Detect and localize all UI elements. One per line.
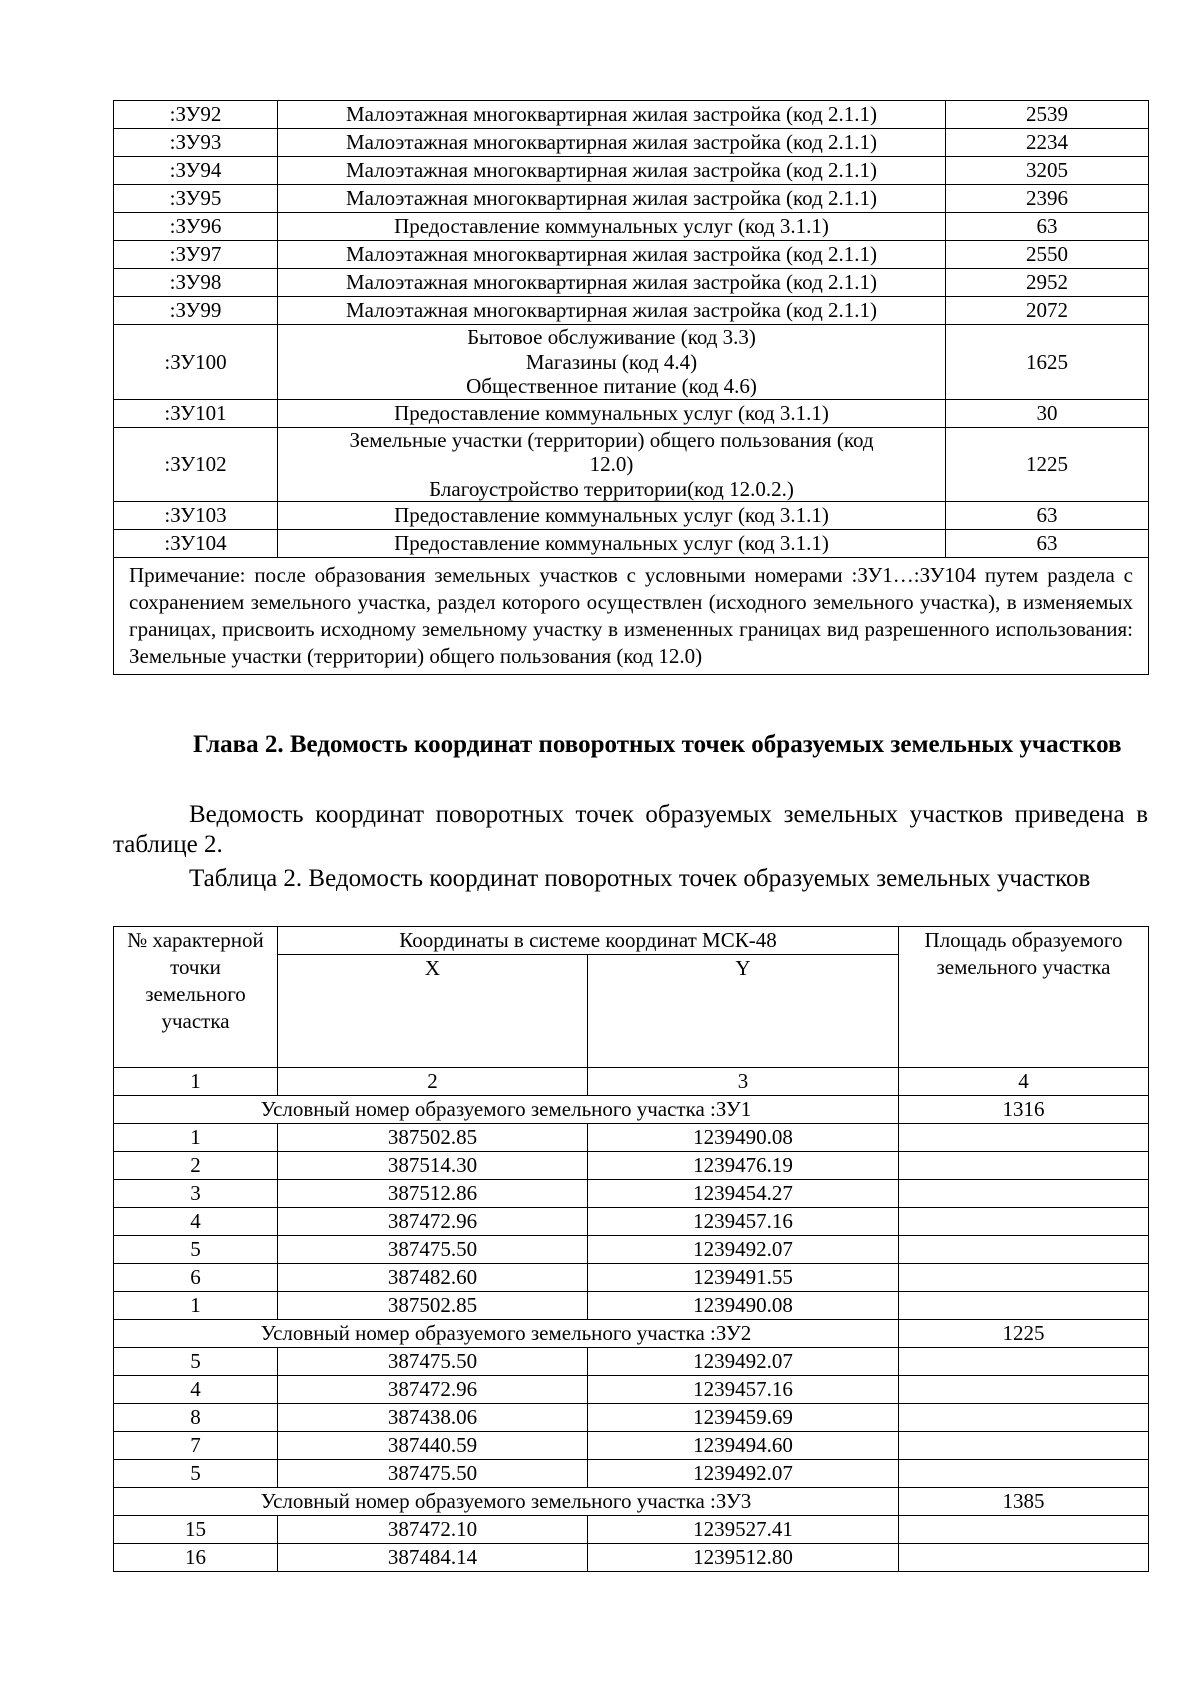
point-empty xyxy=(899,1292,1149,1320)
point-number: 6 xyxy=(114,1264,278,1292)
table-row xyxy=(114,1348,1149,1376)
parcel-id: :ЗУ101 xyxy=(114,399,278,427)
permitted-use-line: Малоэтажная многоквартирная жилая застройка (код 2.1.1) xyxy=(345,298,878,323)
permitted-use xyxy=(278,185,946,213)
permitted-use xyxy=(278,241,946,269)
point-number: 5 xyxy=(114,1348,278,1376)
point-y: 1239457.16 xyxy=(588,1376,899,1404)
parcel-area: 2539 xyxy=(946,101,1149,129)
point-empty xyxy=(899,1264,1149,1292)
table-row xyxy=(114,1404,1149,1432)
point-y: 1239491.55 xyxy=(588,1264,899,1292)
header-point-number: № характерной точки земельного участка xyxy=(114,927,278,1068)
point-number: 5 xyxy=(114,1460,278,1488)
point-number: 8 xyxy=(114,1404,278,1432)
note-row xyxy=(114,558,1149,675)
parcel-area: 30 xyxy=(946,399,1149,427)
col-number: 4 xyxy=(899,1068,1149,1096)
header-area: Площадь образуемого земельного участка xyxy=(899,927,1149,1068)
table-row xyxy=(114,101,1149,129)
table-row xyxy=(114,297,1149,325)
permitted-use-line: Магазины (код 4.4) xyxy=(525,349,698,374)
group-row xyxy=(114,1320,1149,1348)
table-row xyxy=(114,399,1149,427)
point-number: 16 xyxy=(114,1544,278,1572)
table-row xyxy=(114,1124,1149,1152)
group-area: 1225 xyxy=(899,1320,1149,1348)
point-empty xyxy=(899,1432,1149,1460)
point-x: 387475.50 xyxy=(278,1460,588,1488)
point-empty xyxy=(899,1376,1149,1404)
point-empty xyxy=(899,1404,1149,1432)
parcel-id: :ЗУ93 xyxy=(114,129,278,157)
point-number: 5 xyxy=(114,1236,278,1264)
point-x: 387472.10 xyxy=(278,1516,588,1544)
parcel-id: :ЗУ104 xyxy=(114,530,278,558)
col-number: 3 xyxy=(588,1068,899,1096)
note-text: Примечание: после образования земельных участков с условными номерами :ЗУ1…:ЗУ104 путем раздела с сохранением земельного участка, раздел которого осуществлен (исходного земельного участка), в изменяемых границах, присвоить исходному земельному участку в измененных границах вид разрешенного использования: Земельные участки (территории) общего пользования (код 12.0) xyxy=(114,558,1149,675)
point-number: 4 xyxy=(114,1208,278,1236)
parcel-id: :ЗУ98 xyxy=(114,269,278,297)
group-label: Условный номер образуемого земельного участка :ЗУ1 xyxy=(114,1096,899,1124)
permitted-use-line: Малоэтажная многоквартирная жилая застройка (код 2.1.1) xyxy=(345,102,878,127)
parcel-area: 1225 xyxy=(946,427,1149,502)
permitted-use xyxy=(278,101,946,129)
table-row xyxy=(114,1432,1149,1460)
permitted-use xyxy=(278,157,946,185)
point-y: 1239492.07 xyxy=(588,1348,899,1376)
permitted-use-line: Предоставление коммунальных услуг (код 3.1.1) xyxy=(394,503,829,528)
parcel-id: :ЗУ92 xyxy=(114,101,278,129)
parcel-area: 2550 xyxy=(946,241,1149,269)
permitted-use-line: Малоэтажная многоквартирная жилая застройка (код 2.1.1) xyxy=(345,242,878,267)
point-x: 387472.96 xyxy=(278,1208,588,1236)
permitted-use-line: Малоэтажная многоквартирная жилая застройка (код 2.1.1) xyxy=(345,270,878,295)
table2-caption: Таблица 2. Ведомость координат поворотных точек образуемых земельных участков xyxy=(189,865,1091,892)
table-row xyxy=(114,1180,1149,1208)
point-y: 1239457.16 xyxy=(588,1208,899,1236)
permitted-use-line: Благоустройство территории(код 12.0.2.) xyxy=(429,476,794,501)
point-y: 1239490.08 xyxy=(588,1292,899,1320)
point-empty xyxy=(899,1236,1149,1264)
table-row xyxy=(114,1292,1149,1320)
group-area: 1385 xyxy=(899,1488,1149,1516)
permitted-use-line: Общественное питание (код 4.6) xyxy=(466,374,757,398)
parcel-area: 63 xyxy=(946,502,1149,530)
permitted-use-line: Малоэтажная многоквартирная жилая застройка (код 2.1.1) xyxy=(345,158,878,183)
header-y: Y xyxy=(588,955,899,1068)
permitted-use-line: Бытовое обслуживание (код 3.3) xyxy=(467,325,756,349)
point-number: 2 xyxy=(114,1152,278,1180)
permitted-use xyxy=(278,427,946,502)
table-row xyxy=(114,157,1149,185)
permitted-use-line: Малоэтажная многоквартирная жилая застройка (код 2.1.1) xyxy=(345,130,878,155)
table-row xyxy=(114,269,1149,297)
permitted-use-line: Предоставление коммунальных услуг (код 3.1.1) xyxy=(394,531,829,556)
point-empty xyxy=(899,1180,1149,1208)
point-number: 7 xyxy=(114,1432,278,1460)
parcel-id: :ЗУ99 xyxy=(114,297,278,325)
point-empty xyxy=(899,1124,1149,1152)
col-number: 2 xyxy=(278,1068,588,1096)
point-empty xyxy=(899,1516,1149,1544)
col-number: 1 xyxy=(114,1068,278,1096)
permitted-use-line: Предоставление коммунальных услуг (код 3.1.1) xyxy=(394,214,829,239)
parcel-area: 63 xyxy=(946,213,1149,241)
coordinates-table xyxy=(113,926,1149,1572)
point-number: 1 xyxy=(114,1292,278,1320)
point-x: 387438.06 xyxy=(278,1404,588,1432)
land-use-table xyxy=(113,100,1149,675)
table-row xyxy=(114,1516,1149,1544)
point-x: 387502.85 xyxy=(278,1124,588,1152)
table-row xyxy=(114,1264,1149,1292)
table-row xyxy=(114,241,1149,269)
permitted-use xyxy=(278,502,946,530)
table-row xyxy=(114,1460,1149,1488)
table-row xyxy=(114,502,1149,530)
point-x: 387475.50 xyxy=(278,1348,588,1376)
point-x: 387502.85 xyxy=(278,1292,588,1320)
point-empty xyxy=(899,1152,1149,1180)
permitted-use xyxy=(278,325,946,400)
table-row xyxy=(114,1236,1149,1264)
point-y: 1239459.69 xyxy=(588,1404,899,1432)
permitted-use-line: 12.0) xyxy=(589,452,634,476)
table-row xyxy=(114,1152,1149,1180)
point-x: 387512.86 xyxy=(278,1180,588,1208)
table-row xyxy=(114,1208,1149,1236)
point-x: 387514.30 xyxy=(278,1152,588,1180)
group-label: Условный номер образуемого земельного участка :ЗУ2 xyxy=(114,1320,899,1348)
point-empty xyxy=(899,1208,1149,1236)
parcel-area: 1625 xyxy=(946,325,1149,400)
permitted-use xyxy=(278,129,946,157)
group-row xyxy=(114,1488,1149,1516)
point-number: 3 xyxy=(114,1180,278,1208)
point-x: 387475.50 xyxy=(278,1236,588,1264)
point-x: 387482.60 xyxy=(278,1264,588,1292)
parcel-id: :ЗУ96 xyxy=(114,213,278,241)
point-x: 387440.59 xyxy=(278,1432,588,1460)
point-y: 1239492.07 xyxy=(588,1236,899,1264)
table-row xyxy=(114,185,1149,213)
group-label: Условный номер образуемого земельного участка :ЗУ3 xyxy=(114,1488,899,1516)
parcel-area: 2952 xyxy=(946,269,1149,297)
group-row xyxy=(114,1096,1149,1124)
point-y: 1239527.41 xyxy=(588,1516,899,1544)
parcel-id: :ЗУ103 xyxy=(114,502,278,530)
parcel-id: :ЗУ94 xyxy=(114,157,278,185)
table-row xyxy=(114,325,1149,400)
point-y: 1239512.80 xyxy=(588,1544,899,1572)
table-row xyxy=(114,129,1149,157)
header-coordinates: Координаты в системе координат МСК-48 xyxy=(278,927,899,955)
chapter-title: Глава 2. Ведомость координат поворотных точек образуемых земельных участков xyxy=(193,731,1122,758)
header-x: X xyxy=(278,955,588,1068)
point-empty xyxy=(899,1544,1149,1572)
point-empty xyxy=(899,1460,1149,1488)
table-row xyxy=(114,213,1149,241)
parcel-id: :ЗУ95 xyxy=(114,185,278,213)
point-empty xyxy=(899,1348,1149,1376)
table-row xyxy=(114,530,1149,558)
permitted-use xyxy=(278,213,946,241)
point-y: 1239476.19 xyxy=(588,1152,899,1180)
chapter-intro: Ведомость координат поворотных точек образуемых земельных участков приведена в таблице 2. xyxy=(113,801,1148,858)
point-y: 1239494.60 xyxy=(588,1432,899,1460)
parcel-area: 2396 xyxy=(946,185,1149,213)
parcel-id: :ЗУ97 xyxy=(114,241,278,269)
parcel-area: 2234 xyxy=(946,129,1149,157)
parcel-area: 63 xyxy=(946,530,1149,558)
permitted-use xyxy=(278,530,946,558)
permitted-use xyxy=(278,399,946,427)
parcel-id: :ЗУ100 xyxy=(114,325,278,400)
point-number: 4 xyxy=(114,1376,278,1404)
parcel-id: :ЗУ102 xyxy=(114,427,278,502)
point-y: 1239454.27 xyxy=(588,1180,899,1208)
point-number: 15 xyxy=(114,1516,278,1544)
group-area: 1316 xyxy=(899,1096,1149,1124)
point-x: 387484.14 xyxy=(278,1544,588,1572)
permitted-use-line: Малоэтажная многоквартирная жилая застройка (код 2.1.1) xyxy=(345,186,878,211)
permitted-use xyxy=(278,297,946,325)
table-row xyxy=(114,427,1149,502)
point-y: 1239492.07 xyxy=(588,1460,899,1488)
point-y: 1239490.08 xyxy=(588,1124,899,1152)
parcel-area: 2072 xyxy=(946,297,1149,325)
point-x: 387472.96 xyxy=(278,1376,588,1404)
table-row xyxy=(114,1544,1149,1572)
permitted-use-line: Земельные участки (территории) общего пользования (код xyxy=(349,427,874,452)
point-number: 1 xyxy=(114,1124,278,1152)
permitted-use xyxy=(278,269,946,297)
permitted-use-line: Предоставление коммунальных услуг (код 3.1.1) xyxy=(394,400,829,425)
table-row xyxy=(114,1376,1149,1404)
parcel-area: 3205 xyxy=(946,157,1149,185)
